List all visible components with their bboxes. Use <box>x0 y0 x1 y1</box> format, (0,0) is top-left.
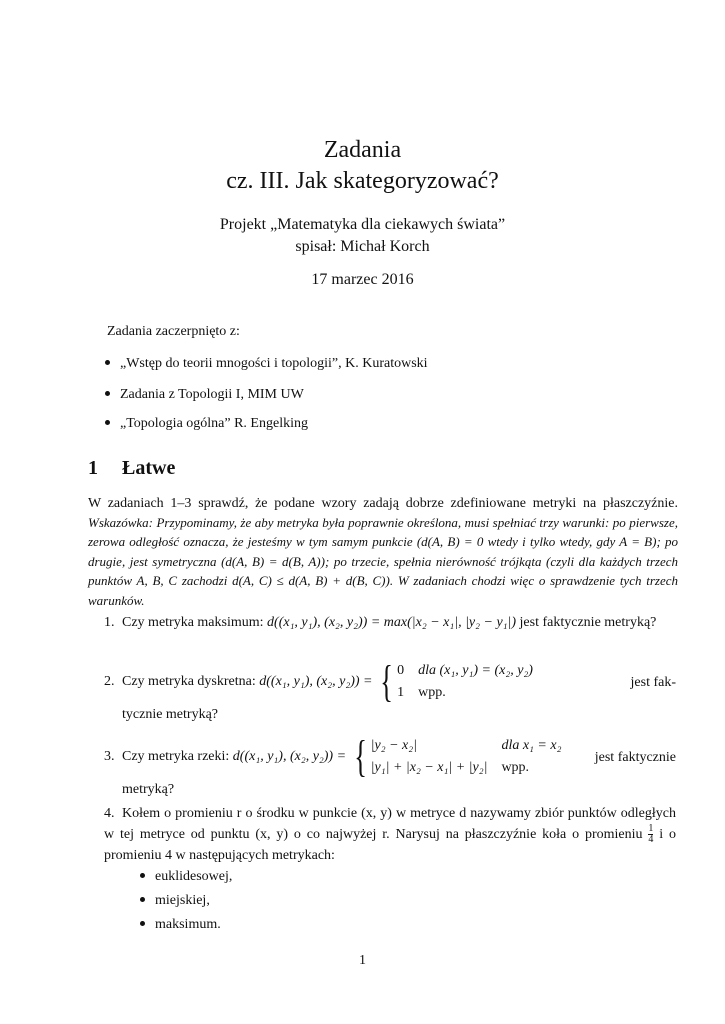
task-number: 4. <box>104 806 115 821</box>
bullet-icon <box>105 391 110 396</box>
sources-intro: Zadania zaczerpnięto z: <box>107 324 240 339</box>
cases-block: { 0 dla (x₁, y₁) = (x₂, y₂) 1 wpp. <box>380 657 533 706</box>
author: spisał: Michał Korch <box>295 238 430 255</box>
task-2: 2. Czy metryka dyskretna: d((x₁, y₁), (x₂, y₂)) = { 0 dla (x₁, y₁) = (x₂, y₂) 1 wpp. jest fak- tycznie metryką? <box>104 657 676 722</box>
cases-block: { |y₂ − x₂| dla x₁ = x₂ |y₁| + |x₂ − x₁| + |y₂| wpp. <box>353 732 562 781</box>
list-item: miejskiej, <box>140 893 210 909</box>
section-number: 1 <box>88 457 98 479</box>
bullet-icon <box>140 873 145 878</box>
bullet-icon <box>140 897 145 902</box>
project-name: Projekt „Matematyka dla ciekawych świata” <box>219 216 506 233</box>
bullet-icon <box>140 921 145 926</box>
list-item: euklidesowej, <box>140 869 232 885</box>
source-item: Zadania z Topologii I, MIM UW <box>105 387 304 403</box>
intro-hint: Wskazówka: Przypominamy, że aby metryka była poprawnie określona, musi spełniać trzy warunki: po pierwsze, zerowa odległość oznacza, że jesteśmy w tym samym punkcie (d(A, B) = 0 wtedy i tylko wtedy, gdy A = B); po drugie, jest symetryczna (d(A, B) = d(B, A)); po trzecie, spełnia nierówność trójkąta (czyli dla każdych trzech punktów A, B, C zachodzi d(A, C) ≤ d(A, B) + d(B, C)). W zadaniach chodzi więc o sprawdzenie tych trzech warunków. <box>88 514 678 608</box>
task-3: 3. Czy metryka rzeki: d((x₁, y₁), (x₂, y₂)) = { |y₂ − x₂| dla x₁ = x₂ |y₁| + |x₂ − x₁| + |y₂| wpp. jest faktycznie metryką? <box>104 732 676 797</box>
title-line-2: cz. III. Jak skategoryzować? <box>226 168 499 194</box>
section-intro <box>88 495 678 611</box>
source-item: „Wstęp do teorii mnogości i topologii”, K. Kuratowski <box>105 356 428 372</box>
fraction: $\frac{1}{4}$ <box>648 823 654 846</box>
formula: d((x₁, y₁), (x₂, y₂)) = <box>232 749 347 765</box>
section-title: Łatwe <box>122 457 176 479</box>
formula: d((x₁, y₁), (x₂, y₂)) = <box>259 674 373 690</box>
task-number: 1. <box>104 615 115 630</box>
page-number: 1 <box>359 953 366 968</box>
date: 17 marzec 2016 <box>311 271 414 288</box>
section-heading <box>88 457 175 480</box>
formula: d((x₁, y₁), (x₂, y₂)) = max(|x₂ − x₁|, |y₂ − y₁|) <box>267 615 517 630</box>
bullet-icon <box>105 420 110 425</box>
intro-text: W zadaniach 1–3 sprawdź, że podane wzory zadają dobrze zdefiniowane metryki na płaszczyźnie. <box>88 496 678 511</box>
task-number: 3. <box>104 749 115 765</box>
title-line-1: Zadania <box>323 137 402 163</box>
brace-icon: { <box>353 732 367 781</box>
list-item: maksimum. <box>140 917 221 933</box>
task-4: 4. Kołem o promieniu r o środku w punkcie (x, y) w metryce d nazywamy zbiór punktów odległych w tej metryce od punktu (x, y) o co najwyżej r. Narysuj na płaszczyźnie koła o promieniu $\frac{1}{4}$ i o promieniu 4 w następujących metrykach: <box>104 803 676 866</box>
source-item: „Topologia ogólna” R. Engelking <box>105 416 308 432</box>
bullet-icon <box>105 360 110 365</box>
task-number: 2. <box>104 674 115 690</box>
task-1: 1. Czy metryka maksimum: d((x₁, y₁), (x₂, y₂)) = max(|x₂ − x₁|, |y₂ − y₁|) jest faktycznie metryką? <box>104 612 676 633</box>
brace-icon: { <box>380 657 393 706</box>
